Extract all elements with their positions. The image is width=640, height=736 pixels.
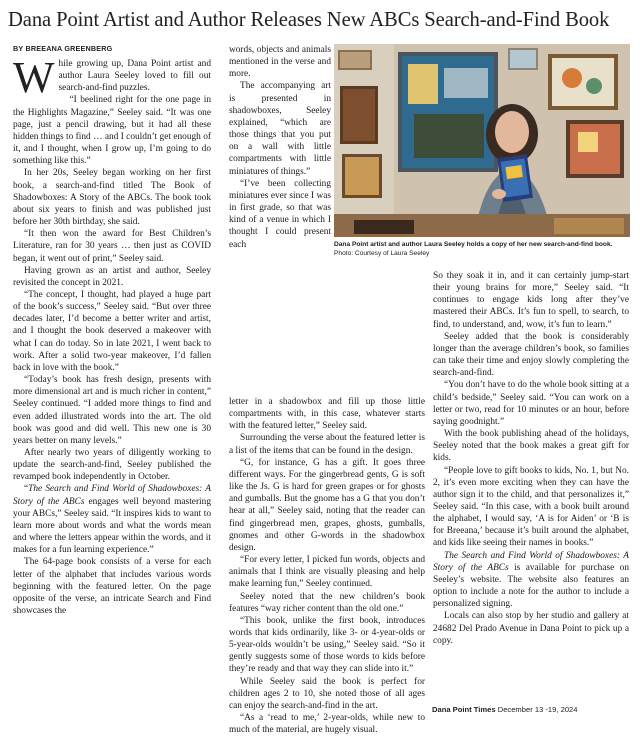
paragraph: words, objects and animals mentioned in the verse and more. xyxy=(229,45,331,80)
paragraph: While Seeley said the book is perfect for children ages 2 to 10, she noted those of all ages can enjoy the search-and-find in the art. xyxy=(229,676,425,711)
author-photo xyxy=(334,44,630,237)
paragraph: Having grown as an artist and author, Seeley revisited the concept in 2021. xyxy=(13,265,211,288)
paragraph: The Search and Find World of Shadowboxes: A Story of the ABCs is available for purchase on Seeley’s website. The website also features an option to include a note for the author to include a personalized signing. xyxy=(433,550,630,610)
paragraph: letter in a shadowbox and fill up those little compartments with, in this case, whatever starts with the featured letter,” Seeley said. xyxy=(229,397,425,432)
paragraph: “You don’t have to do the whole book sitting at a child’s bedside,” Seeley said. “You can work on a letter or two, read for 10 minutes or an hour, before saying goodnight.” xyxy=(433,380,629,427)
article-column-3 xyxy=(433,270,629,647)
byline: BY BREEANA GREENBERG xyxy=(13,44,113,53)
paragraph: Surrounding the verse about the featured letter is a list of the items that can be found in the design. xyxy=(229,433,425,456)
paragraph: “G, for instance, G has a gift. It goes three different ways. For the gingerbread gents, G is soft like the Js. G is hard for green grapes or for ghosts and gumballs. But the gnome has a G that you don’t hear at all,” Seeley said, noting that the reader can find gingerbread men, grapes, ghosts, gumballs, gnomes and other G-words in the shadowbox design. xyxy=(229,457,425,553)
paragraph: In her 20s, Seeley began working on her first book, a search-and-find titled The Book of Shadowboxes: A Story of the ABCs. The book took about six years to finish and was published just before her 30th birthday, she said. xyxy=(13,168,211,228)
article-column-1 xyxy=(13,53,211,617)
paragraph: “People love to gift books to kids, No. 1, but No. 2, it’s even more exciting when they can have the author sign it to the child, and that personalizes it,” Seeley said. “In this case, with a book built around the alphabet, I would say, ‘A is for Aiden’ or ‘B is for Breeana,’ because it’s built around the alphabet, and kids like seeing their names in books.” xyxy=(433,465,629,549)
paragraph: “The concept, I thought, had played a huge part of the book’s success,” Seeley said. “But over three decades later, I’d become a better writer and artist, and I thought the book deserved a makeover with what I can do today. So in late 2021, I went back to work. After a solid two-year makeover, I’d fallen back in love with the book.” xyxy=(13,289,211,373)
page-footer xyxy=(432,705,578,714)
paragraph: Seeley noted that the new children’s book features “way richer content than the old one.” xyxy=(229,591,425,614)
paragraph: With the book publishing ahead of the holidays, Seeley noted that the book makes a great gift for kids. xyxy=(433,429,629,464)
paragraph: “I beelined right for the one page in the Highlights Magazine,” Seeley said. “It was one page, just a pencil drawing, but it had all these hidden things to find … and I couldn’t get enough of it, and I thought, when I grow up, I’m going to do something like this.” xyxy=(13,95,211,167)
headline: Dana Point Artist and Author Releases New ABCs Search-and-Find Book xyxy=(8,9,610,31)
paragraph: “This book, unlike the first book, introduces words that kids ordinarily, like 3- or 4-year-olds or 5-year-olds wouldn’t be using,” Seeley said. “So it gently suggests some of those words to kids before they’re ready and that way they can slide into it.” xyxy=(229,615,425,675)
paragraph: Seeley added that the book is considerably longer than the average children’s book, so families can take their time and enjoy slowly completing the search-and-find. xyxy=(433,331,629,379)
paragraph: “As a ‘read to me,’ 2-year-olds, while new to much of the material, are hugely visual. xyxy=(229,713,425,736)
article-column-2-bottom xyxy=(229,396,425,736)
issue-date: December 13 -19, 2024 xyxy=(495,705,578,714)
paragraph: “I’ve been collecting miniatures ever since I was in first grade, so that was kind of a venue in which I thought I could present each xyxy=(229,178,331,250)
photo-caption xyxy=(334,240,630,258)
paragraph: The accompanying art is presented in shadowboxes, Seeley explained, “which are those things that you put on a wall with little compartments with little miniatures of things.” xyxy=(229,81,331,177)
paragraph: “Today’s book has fresh design, presents with more dimensional art and is much richer in content,” Seeley continued. “I added more things to find and even added illustrated words into the art. The old book was good and did well. This new one is 30 years better on many levels.” xyxy=(13,375,211,446)
paragraph: Locals can also stop by her studio and gallery at 24682 Del Prado Avenue in Dana Point to pick up a copy. xyxy=(433,611,629,646)
paragraph: “The Search and Find World of Shadowboxes: A Story of the ABCs engages well beyond mastering your ABCs,” Seeley said. “It inspires kids to want to learn more about words and what the words mean and where the letters appear within the words, and it makes for a fun learning experience.” xyxy=(13,484,211,556)
publication-name: Dana Point Times xyxy=(432,705,496,714)
article-column-2-top xyxy=(229,44,331,251)
book-title: The Search and Find World of Shadowboxes: A Story of the ABCs xyxy=(13,484,211,507)
paragraph: So they soak it in, and it can certainly jump-start their young brains for more,” Seeley said. “It continues to engage kids long after they’ve mastered their ABCs. It’s fun to spell, to search, to find, to understand, and, wow, it’s fun to learn.” xyxy=(433,271,629,330)
lead-paragraph: While growing up, Dana Point artist and author Laura Seeley loved to fill out search-and-find puzzles. xyxy=(13,53,211,102)
paragraph: “For every letter, I picked fun words, objects and animals that I think are visually pleasing and help make learning fun,” Seeley continued. xyxy=(229,555,425,590)
photo-credit: Photo: Courtesy of Laura Seeley xyxy=(334,250,430,257)
book-title: The Search and Find World of Shadowboxes: A Story of the ABCs xyxy=(433,550,629,573)
drop-cap: W xyxy=(13,53,55,102)
paragraph: After nearly two years of diligently working to update the search-and-find, Seeley published the revamped book independently in October. xyxy=(13,448,211,483)
paragraph: The 64-page book consists of a verse for each letter of the alphabet that includes various words beginning with the featured letter. On the page opposite of the verse, an intricate Search and Find showcases the xyxy=(13,557,211,617)
paragraph: “It then won the award for Best Children’s Literature, ran for 30 years … then just as COVID began, it went out of print,” Seeley said. xyxy=(13,229,211,264)
caption-text: Dana Point artist and author Laura Seeley holds a copy of her new search-and-find book. xyxy=(334,241,613,248)
